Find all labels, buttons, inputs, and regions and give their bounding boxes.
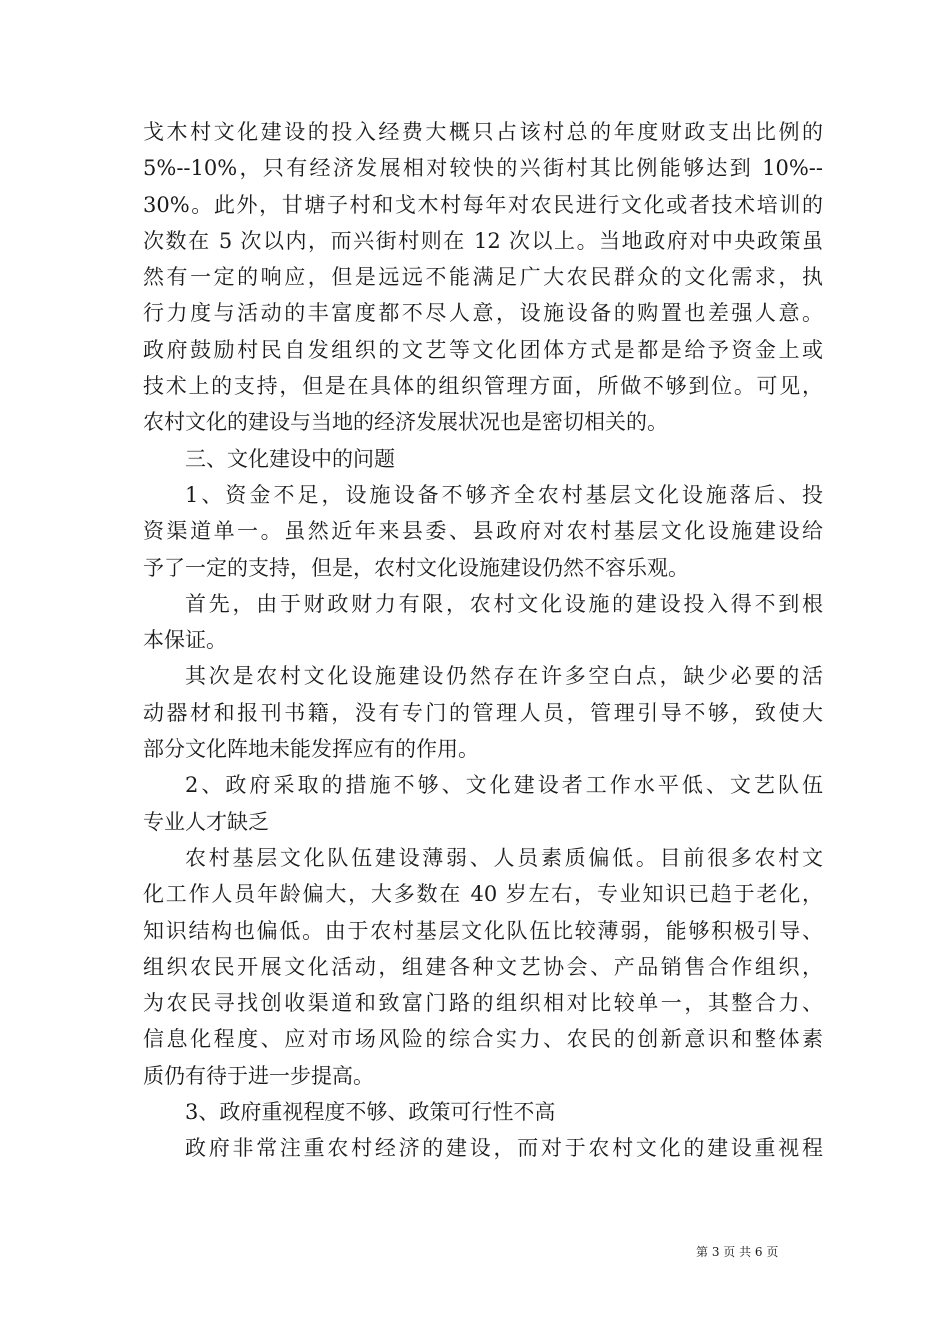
text-line: 组织农民开展文化活动，组建各种文艺协会、产品销售合作组织， — [143, 954, 823, 979]
text-line: 技术上的支持，但是在具体的组织管理方面，所做不够到位。可见， — [143, 374, 823, 399]
page-number: 第 3 页 共 6 页 — [696, 1245, 779, 1259]
text-line: 质仍有待于进一步提高。 — [143, 1063, 374, 1088]
text-line: 行力度与活动的丰富度都不尽人意，设施设备的购置也差强人意。 — [143, 301, 823, 326]
text-line: 1、资金不足，设施设备不够齐全农村基层文化设施落后、投 — [185, 482, 823, 507]
text-line: 政府鼓励村民自发组织的文艺等文化团体方式是都是给予资金上或 — [143, 337, 823, 362]
text-line: 动器材和报刊书籍，没有专门的管理人员，管理引导不够，致使大 — [143, 700, 823, 725]
text-line: 资渠道单一。虽然近年来县委、县政府对农村基层文化设施建设给 — [143, 519, 823, 544]
text-line: 予了一定的支持，但是，农村文化设施建设仍然不容乐观。 — [143, 555, 689, 580]
section-heading: 三、文化建设中的问题 — [185, 446, 395, 471]
text-line: 首先，由于财政财力有限，农村文化设施的建设投入得不到根 — [185, 591, 823, 616]
text-line: 农村基层文化队伍建设薄弱、人员素质偏低。目前很多农村文 — [185, 845, 823, 870]
text-line: 戈木村文化建设的投入经费大概只占该村总的年度财政支出比例的 — [143, 120, 823, 144]
text-line: 5%--10%，只有经济发展相对较快的兴街村其比例能够达到 10%-- — [143, 156, 823, 181]
body-text — [143, 114, 823, 1167]
text-line: 30%。此外，甘塘子村和戈木村每年对农民进行文化或者技术培训的 — [143, 192, 823, 217]
text-line: 政府非常注重农村经济的建设，而对于农村文化的建设重视程 — [185, 1136, 823, 1161]
text-line: 部分文化阵地未能发挥应有的作用。 — [143, 737, 479, 762]
text-line: 知识结构也偏低。由于农村基层文化队伍比较薄弱，能够积极引导、 — [143, 918, 823, 943]
text-line: 2、政府采取的措施不够、文化建设者工作水平低、文艺队伍 — [185, 773, 823, 798]
text-line: 次数在 5 次以内，而兴街村则在 12 次以上。当地政府对中央政策虽 — [143, 228, 823, 253]
text-line: 农村文化的建设与当地的经济发展状况也是密切相关的。 — [143, 410, 668, 435]
text-line: 本保证。 — [143, 628, 227, 653]
text-line: 专业人才缺乏 — [143, 809, 269, 834]
text-line: 3、政府重视程度不够、政策可行性不高 — [185, 1100, 556, 1125]
text-line: 为农民寻找创收渠道和致富门路的组织相对比较单一，其整合力、 — [143, 991, 823, 1016]
text-line: 然有一定的响应，但是远远不能满足广大农民群众的文化需求，执 — [143, 265, 823, 290]
text-line: 化工作人员年龄偏大，大多数在 40 岁左右，专业知识已趋于老化， — [143, 882, 823, 907]
text-line: 信息化程度、应对市场风险的综合实力、农民的创新意识和整体素 — [143, 1027, 823, 1052]
text-line: 其次是农村文化设施建设仍然存在许多空白点，缺少必要的活 — [185, 664, 823, 689]
